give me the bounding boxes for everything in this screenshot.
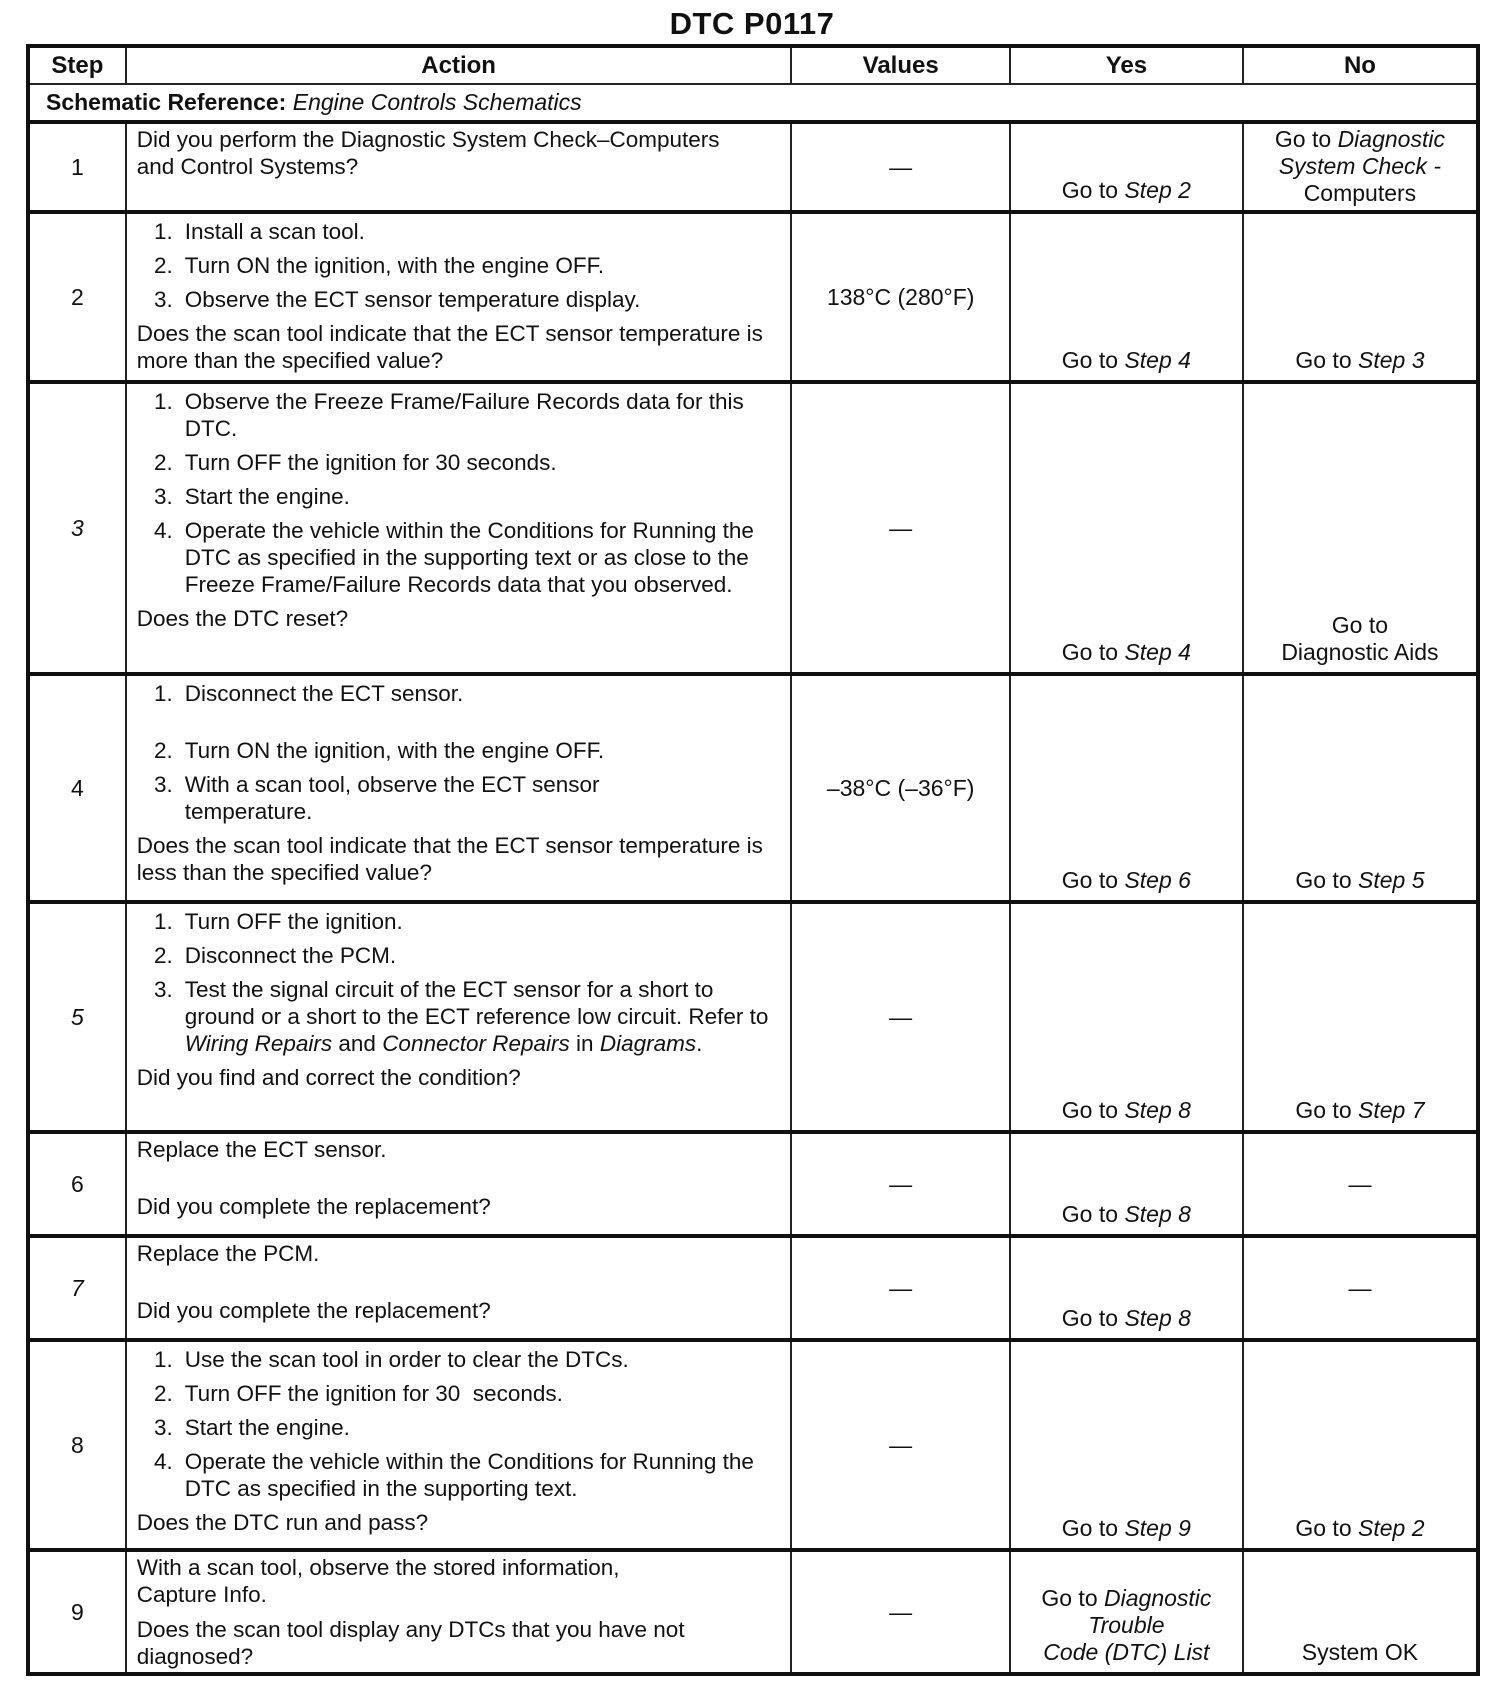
step-number: 6 [28,1132,126,1236]
wiring-repairs-link[interactable]: Wiring Repairs [184,1031,333,1056]
table-row [28,674,1478,902]
question-text: Does the scan tool display any DTCs that you have not [136,1617,685,1642]
value-cell: — [791,1340,1009,1550]
question-text: diagnosed? [136,1644,254,1669]
page-title: DTC P0117 [669,6,835,41]
schematic-reference [28,84,1478,122]
yes-link[interactable]: Step 2 [1124,177,1191,203]
action-cell [126,1236,792,1340]
question-text: Did you complete the replacement? [136,1298,491,1323]
list-item: 3. Start the engine. [154,484,350,509]
list-item: 3. Test the signal circuit of the ECT sensor for a short to ground or a short to the ECT reference low circuit. Refer to Wiring Repairs and Connector Repairs in Diagrams. [154,977,769,1056]
yes-link[interactable]: Trouble [1088,1612,1165,1638]
list-item: 2. Turn OFF the ignition for 30 seconds. [154,1381,563,1406]
step-number: 5 [28,902,126,1132]
list-item: 1. Disconnect the ECT sensor. [154,681,464,706]
procedure-list [137,680,783,825]
action-cell [126,382,792,674]
value-cell: 138°C (280°F) [791,212,1009,382]
diagnostic-table [26,44,1480,1676]
action-cell [126,902,792,1132]
list-item: 2. Turn ON the ignition, with the engine OFF. [154,253,605,278]
value-cell: — [791,1550,1009,1674]
step-number: 2 [28,212,126,382]
yes-cell: Go to Diagnostic Trouble Code (DTC) List [1010,1550,1243,1674]
connector-repairs-link[interactable]: Connector Repairs [382,1031,570,1056]
schematic-value: Engine Controls Schematics [292,89,582,115]
yes-cell: Go to Step 6 [1010,674,1243,902]
table-row [28,1236,1478,1340]
yes-link[interactable]: Step 6 [1124,867,1191,893]
step-number: 8 [28,1340,126,1550]
question-text: Did you complete the replacement? [136,1194,491,1219]
list-item: 2. Turn ON the ignition, with the engine OFF. [154,738,605,763]
no-cell: Go to Diagnostic Aids [1243,382,1478,674]
question-text: Did you find and correct the condition? [136,1065,521,1090]
schematic-reference-row [28,84,1478,122]
yes-cell: Go to Step 8 [1010,1132,1243,1236]
value-cell: — [791,1132,1009,1236]
table-row [28,1550,1478,1674]
action-cell [126,1550,792,1674]
action-cell [126,212,792,382]
procedure-list [137,908,783,1057]
no-cell: Go to Step 5 [1243,674,1478,902]
yes-link[interactable]: Step 4 [1124,639,1191,665]
no-link[interactable]: Diagnostic [1337,125,1445,152]
procedure-list [137,388,783,598]
yes-link[interactable]: Diagnostic [1104,1585,1212,1611]
list-item: 3. With a scan tool, observe the ECT sensor temperature. [154,772,600,824]
diagrams-link[interactable]: Diagrams [599,1031,697,1056]
question-text: Does the DTC reset? [136,606,349,631]
header-yes: Yes [1010,46,1243,84]
yes-link[interactable]: Step 4 [1124,347,1191,373]
list-item: 3. Observe the ECT sensor temperature display. [154,287,641,312]
value-cell: — [791,382,1009,674]
yes-cell: Go to Step 9 [1010,1340,1243,1550]
yes-link[interactable]: Step 8 [1124,1305,1191,1331]
yes-link[interactable]: Step 9 [1124,1515,1191,1541]
value-cell: — [791,122,1009,212]
action-text: Did you perform the Diagnostic System Check–Computers [136,127,720,152]
schematic-label: Schematic Reference: [46,89,287,115]
no-cell: — [1243,1236,1478,1340]
question-text: Does the scan tool indicate that the ECT sensor temperature is less than the specified value? [136,833,763,885]
no-link[interactable]: Step 7 [1358,1097,1425,1123]
table-row [28,1340,1478,1550]
list-item: 4. Operate the vehicle within the Conditions for Running the DTC as specified in the supporting text or as close to the Freeze Frame/Failure Records data that you observed. [154,518,754,597]
action-cell [126,674,792,902]
header-row [28,46,1478,84]
yes-cell: Go to Step 2 [1010,122,1243,212]
procedure-list [137,218,783,313]
action-cell [126,1340,792,1550]
no-link[interactable]: System Check - [1278,152,1442,179]
table-row [28,122,1478,212]
yes-cell: Go to Step 8 [1010,902,1243,1132]
header-values: Values [791,46,1009,84]
action-text: With a scan tool, observe the stored information, [136,1555,620,1580]
no-link[interactable]: Diagnostic Aids [1281,639,1439,665]
yes-link[interactable]: Step 8 [1124,1097,1191,1123]
list-item: 2. Disconnect the PCM. [154,943,397,968]
yes-cell: Go to Step 8 [1010,1236,1243,1340]
no-cell: Go to Step 2 [1243,1340,1478,1550]
table-row [28,1132,1478,1236]
header-step: Step [28,46,126,84]
header-no: No [1243,46,1478,84]
yes-cell: Go to Step 4 [1010,212,1243,382]
list-item: 1. Turn OFF the ignition. [154,909,403,934]
no-link[interactable]: Step 2 [1358,1515,1425,1541]
action-text: Capture Info. [136,1582,267,1607]
table-row [28,382,1478,674]
table-row [28,902,1478,1132]
value-cell: –38°C (–36°F) [791,674,1009,902]
value-cell: — [791,902,1009,1132]
yes-link[interactable]: Code (DTC) List [1043,1639,1210,1665]
header-action: Action [126,46,792,84]
no-cell: Go to Step 7 [1243,902,1478,1132]
list-item: 4. Operate the vehicle within the Conditions for Running the DTC as specified in the supporting text. [154,1449,754,1501]
list-item: 1. Use the scan tool in order to clear the DTCs. [154,1347,629,1372]
list-item: 1. Install a scan tool. [154,219,365,244]
no-link[interactable]: Step 5 [1358,867,1425,893]
no-text: Computers [1303,179,1417,206]
step-number: 1 [28,122,126,212]
action-cell [126,1132,792,1236]
no-cell: Go to Step 3 [1243,212,1478,382]
action-text: Replace the ECT sensor. [136,1137,387,1162]
list-item: 1. Observe the Freeze Frame/Failure Records data for this DTC. [154,389,744,441]
question-text: Does the DTC run and pass? [136,1510,429,1535]
procedure-list [137,1346,783,1502]
action-cell [126,122,792,212]
action-text: Replace the PCM. [136,1241,320,1266]
list-item: 2. Turn OFF the ignition for 30 seconds. [154,450,557,475]
value-cell: — [791,1236,1009,1340]
no-link[interactable]: Step 3 [1358,347,1425,373]
no-cell: — [1243,1132,1478,1236]
yes-cell: Go to Step 4 [1010,382,1243,674]
list-item: 3. Start the engine. [154,1415,350,1440]
action-text: and Control Systems? [136,154,359,179]
no-cell: System OK [1243,1550,1478,1674]
question-text: Does the scan tool indicate that the ECT sensor temperature is more than the specified value? [136,321,763,373]
no-cell: Go to Diagnostic System Check - Computers [1243,122,1478,212]
step-number: 4 [28,674,126,902]
table-row [28,212,1478,382]
step-number: 3 [28,382,126,674]
step-number: 7 [28,1236,126,1340]
step-number: 9 [28,1550,126,1674]
yes-link[interactable]: Step 8 [1124,1201,1191,1227]
